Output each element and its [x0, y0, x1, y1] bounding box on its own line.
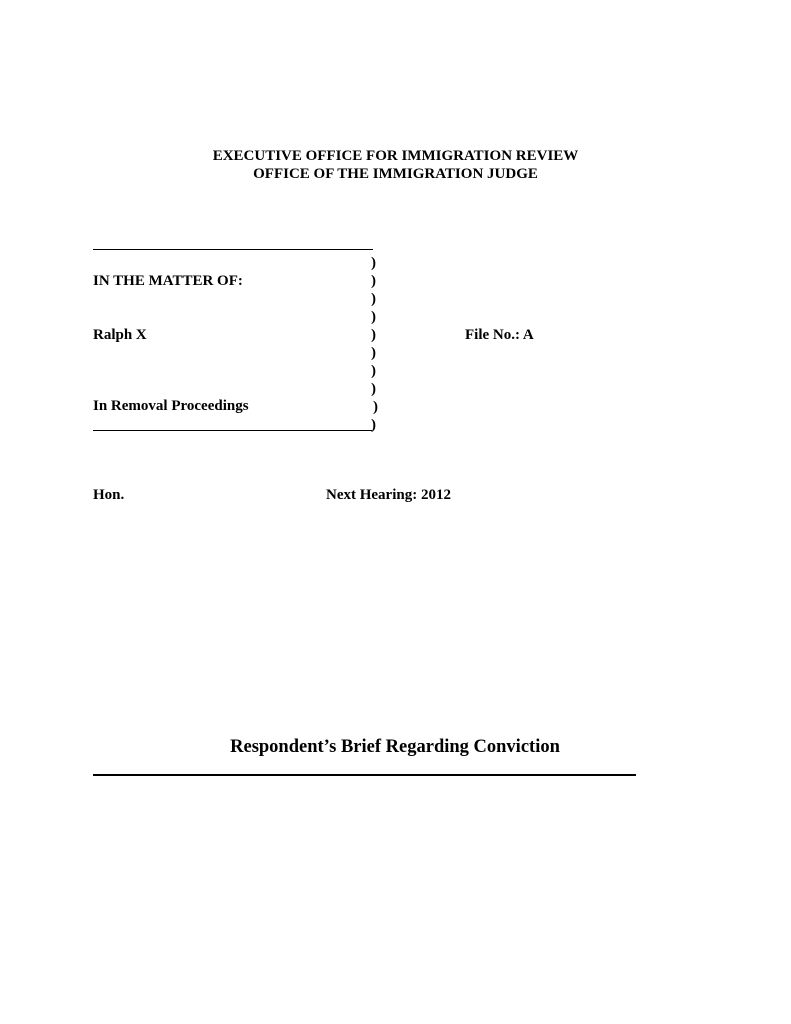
caption-paren: ) — [371, 291, 376, 307]
proceedings-label: In Removal Proceedings — [93, 398, 249, 414]
caption-paren: ) — [373, 399, 378, 415]
document-title: Respondent’s Brief Regarding Conviction — [230, 737, 560, 757]
judge-label: Hon. — [93, 487, 125, 503]
caption-paren: ) — [371, 255, 376, 271]
caption-paren: ) — [371, 273, 376, 289]
office-heading: OFFICE OF THE IMMIGRATION JUDGE — [253, 166, 538, 182]
respondent-name: Ralph X — [93, 327, 147, 343]
caption-paren: ) — [371, 309, 376, 325]
next-hearing: Next Hearing: 2012 — [326, 487, 451, 503]
caption-bottom-rule — [93, 430, 372, 431]
caption-paren: ) — [371, 381, 376, 397]
caption-top-rule — [93, 249, 373, 250]
file-number: File No.: A — [465, 327, 534, 343]
agency-heading: EXECUTIVE OFFICE FOR IMMIGRATION REVIEW — [212, 148, 579, 164]
in-the-matter-label: IN THE MATTER OF: — [93, 273, 243, 289]
caption-paren: ) — [371, 327, 376, 343]
title-underline — [93, 774, 636, 776]
caption-paren: ) — [371, 417, 376, 433]
caption-paren: ) — [371, 363, 376, 379]
caption-paren: ) — [371, 345, 376, 361]
